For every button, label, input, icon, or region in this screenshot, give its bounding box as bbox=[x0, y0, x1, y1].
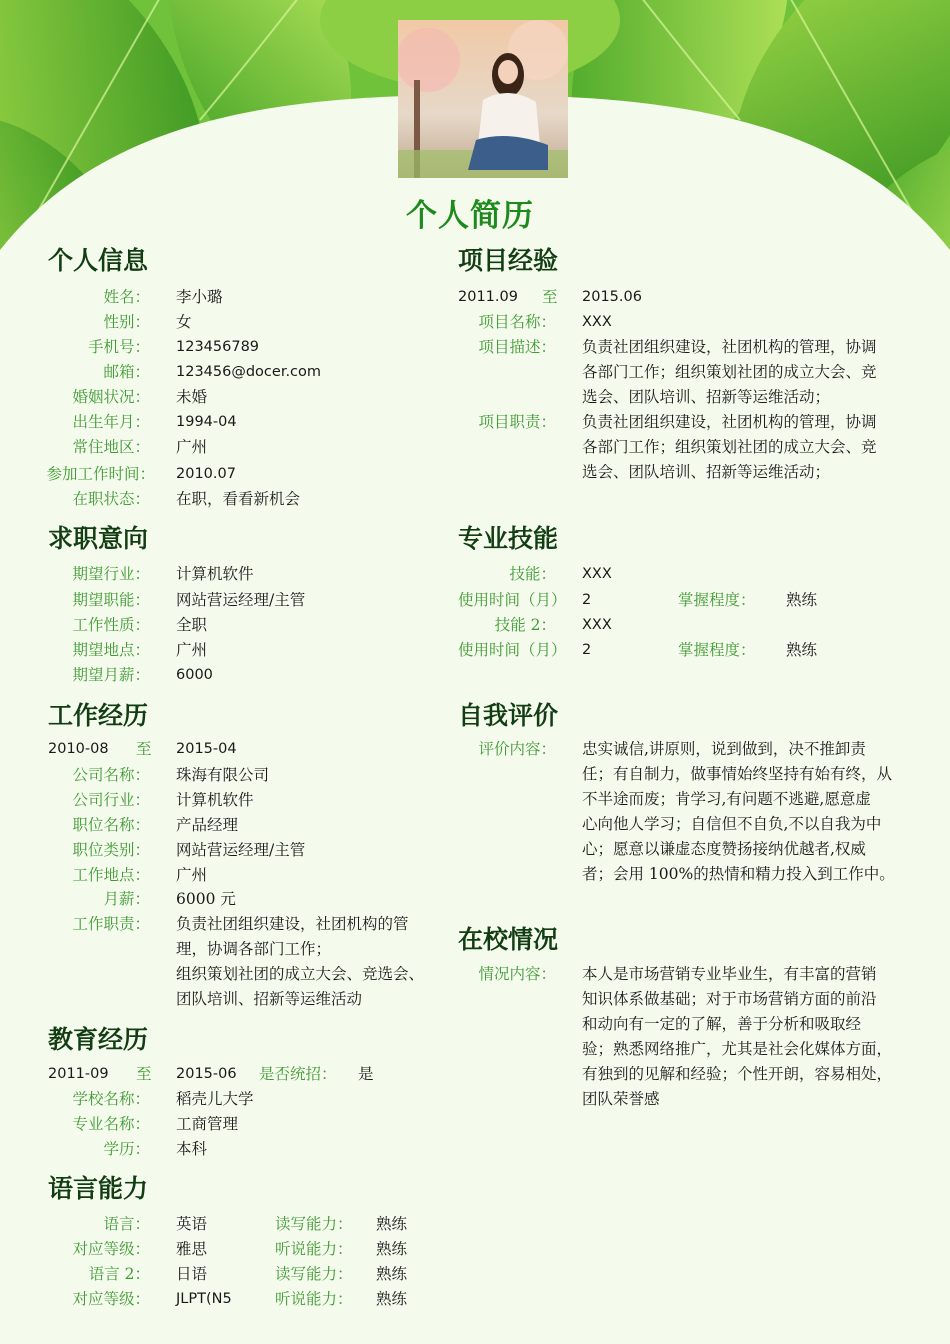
edu-unified-value: 是 bbox=[358, 1065, 374, 1083]
desc-line: 各部门工作；组织策划社团的成立大会、竞 bbox=[582, 363, 877, 381]
field-value: 2010.07 bbox=[176, 466, 236, 482]
field-label: 使用时间（月） bbox=[458, 641, 567, 659]
field-label: 期望行业： bbox=[72, 565, 150, 583]
section-heading-skills: 专业技能 bbox=[458, 524, 559, 553]
field-value: 产品经理 bbox=[176, 816, 239, 834]
field-value: 雅思 bbox=[176, 1240, 208, 1258]
field-label: 参加工作时间： bbox=[46, 465, 155, 483]
field-label: 专业名称： bbox=[72, 1115, 150, 1133]
field-value: 李小璐 bbox=[176, 288, 223, 306]
field-value: 熟练 bbox=[376, 1265, 408, 1283]
portrait-illustration bbox=[398, 20, 568, 178]
field-value: 计算机软件 bbox=[176, 791, 254, 809]
field-value: 全职 bbox=[176, 616, 208, 634]
field-label: 公司名称： bbox=[72, 766, 150, 784]
field-label: 使用时间（月） bbox=[458, 591, 567, 609]
project-start-date: 2011.09 bbox=[458, 289, 518, 305]
eval-line: 任；有自制力，做事情始终坚持有始有终，从 bbox=[582, 765, 893, 783]
field-value: 本科 bbox=[176, 1140, 208, 1158]
field-label: 听说能力： bbox=[275, 1240, 353, 1258]
field-value: 网站营运经理/主管 bbox=[176, 591, 306, 609]
field-label: 项目职责： bbox=[478, 413, 556, 431]
field-label: 在职状态： bbox=[72, 490, 150, 508]
field-value: 6000 元 bbox=[176, 890, 236, 908]
field-label: 掌握程度： bbox=[678, 591, 756, 609]
field-value: 未婚 bbox=[176, 388, 208, 406]
field-value: 熟练 bbox=[376, 1215, 408, 1233]
campus-line: 本人是市场营销专业毕业生，有丰富的营销 bbox=[582, 965, 877, 983]
section-heading-self-eval: 自我评价 bbox=[458, 701, 559, 730]
field-label: 学历： bbox=[103, 1140, 150, 1158]
edu-end-date: 2015-06 bbox=[176, 1066, 237, 1082]
eval-line: 者；会用 100%的热情和精力投入到工作中。 bbox=[582, 865, 895, 883]
work-to-label: 至 bbox=[136, 740, 152, 758]
field-value: 在职，看看新机会 bbox=[176, 490, 301, 508]
field-label: 评价内容： bbox=[478, 740, 556, 758]
campus-line: 知识体系做基础；对于市场营销方面的前沿 bbox=[582, 990, 877, 1008]
field-label: 期望地点： bbox=[72, 641, 150, 659]
project-to-label: 至 bbox=[542, 288, 558, 306]
eval-line: 心向他人学习；自信但不自负,不以自我为中 bbox=[582, 815, 882, 833]
desc-line: 选会、团队培训、招新等运维活动； bbox=[582, 388, 831, 406]
field-label: 手机号： bbox=[87, 338, 150, 356]
section-heading-intention: 求职意向 bbox=[48, 524, 149, 553]
campus-line: 验；熟悉网络推广，尤其是社会化媒体方面， bbox=[582, 1040, 893, 1058]
field-label: 情况内容： bbox=[478, 965, 556, 983]
field-label: 婚姻状况： bbox=[72, 388, 150, 406]
field-value: 计算机软件 bbox=[176, 565, 254, 583]
field-value: 广州 bbox=[176, 641, 208, 659]
field-value: XXX bbox=[582, 617, 612, 633]
field-label: 掌握程度： bbox=[678, 641, 756, 659]
campus-line: 团队荣誉感 bbox=[582, 1090, 660, 1108]
campus-line: 和动向有一定的了解，善于分析和吸取经 bbox=[582, 1015, 862, 1033]
field-label: 期望月薪： bbox=[72, 666, 150, 684]
page-title: 个人简历 bbox=[406, 198, 534, 234]
field-value: 珠海有限公司 bbox=[176, 766, 270, 784]
field-value: 熟练 bbox=[786, 591, 818, 609]
field-label: 技能： bbox=[509, 565, 556, 583]
field-label: 邮箱： bbox=[103, 363, 150, 381]
field-value: 日语 bbox=[176, 1265, 208, 1283]
field-label: 项目描述： bbox=[478, 338, 556, 356]
field-label: 读写能力： bbox=[275, 1265, 353, 1283]
field-label: 常住地区： bbox=[72, 438, 150, 456]
field-value: 女 bbox=[176, 313, 192, 331]
role-line: 负责社团组织建设，社团机构的管理，协调 bbox=[582, 413, 877, 431]
field-value: 英语 bbox=[176, 1215, 208, 1233]
field-value: JLPT(N5 bbox=[176, 1291, 232, 1307]
field-value: 稻壳儿大学 bbox=[176, 1090, 254, 1108]
field-label: 学校名称： bbox=[72, 1090, 150, 1108]
field-value: 123456@docer.com bbox=[176, 364, 322, 380]
field-label: 期望职能： bbox=[72, 591, 150, 609]
edu-unified-label: 是否统招： bbox=[259, 1065, 337, 1083]
field-label: 公司行业： bbox=[72, 791, 150, 809]
duty-line: 组织策划社团的成立大会、竞选会、 bbox=[176, 965, 425, 983]
duty-line: 负责社团组织建设，社团机构的管 bbox=[176, 915, 409, 933]
profile-photo bbox=[398, 20, 568, 178]
field-label: 工作性质： bbox=[72, 616, 150, 634]
field-value: 工商管理 bbox=[176, 1115, 239, 1133]
field-label: 月薪： bbox=[103, 890, 150, 908]
campus-line: 有独到的见解和经验；个性开朗，容易相处， bbox=[582, 1065, 893, 1083]
field-label: 工作地点： bbox=[72, 866, 150, 884]
field-value: 广州 bbox=[176, 438, 208, 456]
field-value: 6000 bbox=[176, 667, 213, 683]
field-label: 语言： bbox=[103, 1215, 150, 1233]
section-heading-project: 项目经验 bbox=[458, 246, 559, 275]
project-end-date: 2015.06 bbox=[582, 289, 642, 305]
eval-line: 心；愿意以谦虚态度赞扬接纳优越者,权威 bbox=[582, 840, 866, 858]
edu-to-label: 至 bbox=[136, 1065, 152, 1083]
section-heading-campus: 在校情况 bbox=[458, 925, 559, 954]
field-label: 姓名： bbox=[103, 288, 150, 306]
edu-start-date: 2011-09 bbox=[48, 1066, 109, 1082]
field-value: 广州 bbox=[176, 866, 208, 884]
section-heading-language: 语言能力 bbox=[48, 1174, 149, 1203]
field-label: 性别： bbox=[103, 313, 150, 331]
field-label: 听说能力： bbox=[275, 1290, 353, 1308]
section-heading-work: 工作经历 bbox=[48, 701, 149, 730]
desc-line: 负责社团组织建设，社团机构的管理，协调 bbox=[582, 338, 877, 356]
eval-line: 忠实诚信,讲原则，说到做到，决不推卸责 bbox=[582, 740, 866, 758]
field-value: 熟练 bbox=[786, 641, 818, 659]
field-value: 熟练 bbox=[376, 1290, 408, 1308]
field-label: 职位类别： bbox=[72, 841, 150, 859]
work-start-date: 2010-08 bbox=[48, 741, 109, 757]
field-label: 对应等级： bbox=[72, 1290, 150, 1308]
role-line: 各部门工作；组织策划社团的成立大会、竞 bbox=[582, 438, 877, 456]
section-heading-education: 教育经历 bbox=[48, 1025, 149, 1054]
field-value: 2 bbox=[582, 642, 592, 658]
duty-line: 团队培训、招新等运维活动 bbox=[176, 990, 363, 1008]
field-label: 出生年月： bbox=[72, 413, 150, 431]
duty-line: 理，协调各部门工作； bbox=[176, 940, 332, 958]
eval-line: 不半途而废；肯学习,有问题不逃避,愿意虚 bbox=[582, 790, 871, 808]
field-label: 项目名称： bbox=[478, 313, 556, 331]
section-heading-personal: 个人信息 bbox=[48, 246, 149, 275]
field-label: 语言 2： bbox=[88, 1265, 150, 1283]
field-label: 职位名称： bbox=[72, 816, 150, 834]
field-value: 熟练 bbox=[376, 1240, 408, 1258]
work-end-date: 2015-04 bbox=[176, 741, 237, 757]
field-label: 读写能力： bbox=[275, 1215, 353, 1233]
field-value: 2 bbox=[582, 592, 592, 608]
field-label: 技能 2： bbox=[494, 616, 556, 634]
field-value: 1994-04 bbox=[176, 414, 237, 430]
field-value: XXX bbox=[582, 566, 612, 582]
field-label: 对应等级： bbox=[72, 1240, 150, 1258]
field-value: XXX bbox=[582, 314, 612, 330]
duty-label: 工作职责： bbox=[72, 915, 150, 933]
field-value: 网站营运经理/主管 bbox=[176, 841, 306, 859]
field-value: 123456789 bbox=[176, 339, 260, 355]
role-line: 选会、团队培训、招新等运维活动； bbox=[582, 463, 831, 481]
